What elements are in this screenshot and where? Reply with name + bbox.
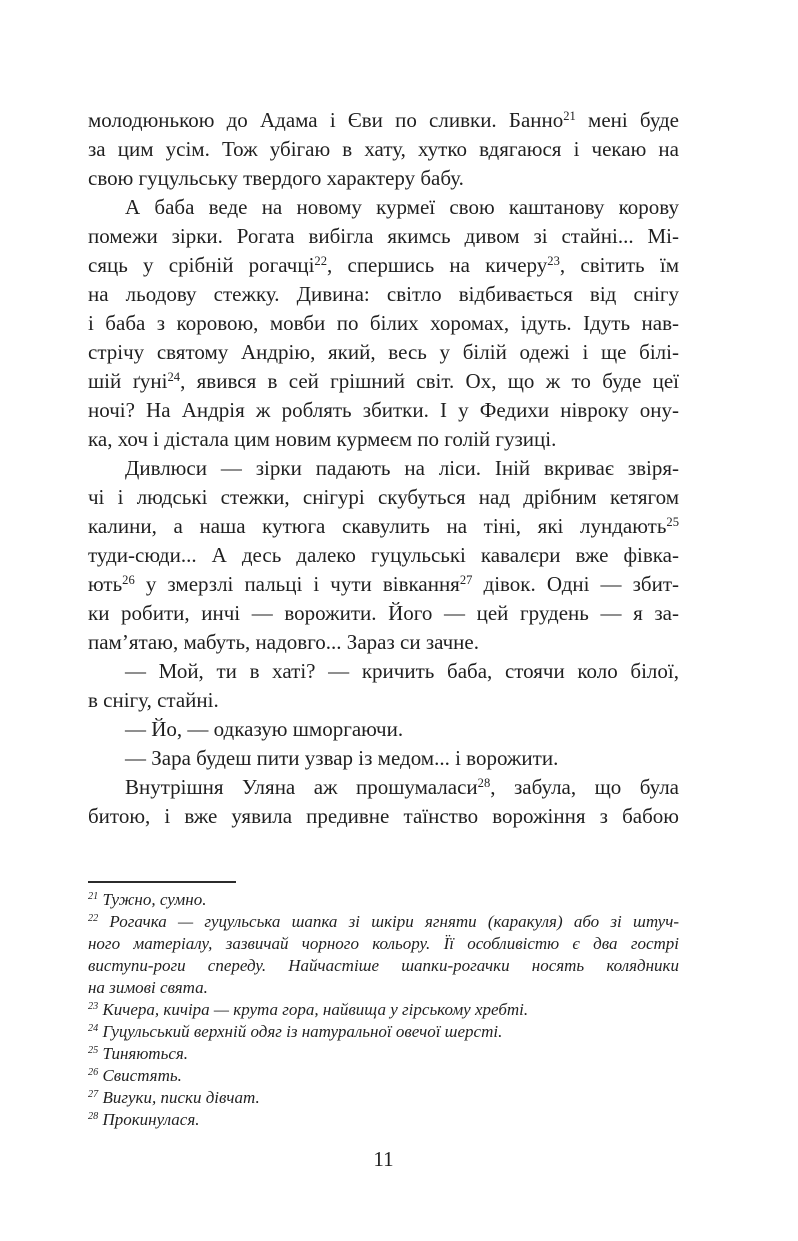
footnote bbox=[88, 1109, 679, 1131]
text-line: пам’ятаю, мабуть, надовго... Зараз си зачне. bbox=[88, 630, 479, 654]
text-line: Дивлюси — зірки падають на ліси. Іній вкриває звіря- bbox=[125, 456, 679, 480]
text-line: — Зара будеш пити узвар із медом... і ворожити. bbox=[125, 746, 559, 770]
footnote-line: $^{28}$ Прокинулася. bbox=[88, 1110, 200, 1129]
footnote-ref: 27 bbox=[459, 573, 473, 588]
footnote-line: $^{26}$ Свистять. bbox=[88, 1066, 182, 1085]
text-line: в снігу, стайні. bbox=[88, 688, 219, 712]
text-line: — Йо, — одказую шморгаючи. bbox=[125, 717, 404, 741]
footnote bbox=[88, 1087, 679, 1109]
footnote-number: 26 bbox=[88, 1067, 99, 1079]
footnote-ref: 24 bbox=[167, 370, 181, 385]
footnote-line: $^{23}$ Кичера, кичіра — крута гора, найвища у гірському хребті. bbox=[88, 1000, 529, 1019]
text-line: свою гуцульську твердого характеру бабу. bbox=[88, 166, 464, 190]
text-line: Внутрішня Уляна аж прошумаласи$^{28}$, забула, що була bbox=[125, 775, 679, 799]
text-line: і баба з коровою, мовби по білих хоромах, ідуть. Ідуть нав- bbox=[88, 311, 679, 335]
text-line: битою, і вже уявила предивне таїнство ворожіння з бабою bbox=[88, 804, 679, 828]
footnote bbox=[88, 1043, 679, 1065]
paragraph bbox=[88, 106, 679, 193]
footnote bbox=[88, 1021, 679, 1043]
footnote-line: $^{22}$ Рогачка — гуцульська шапка зі шкіри ягняти (каракуля) або зі штуч- bbox=[88, 912, 679, 931]
text-line: сяць у срібній рогачці$^{22}$, спершись на кичеру$^{23}$, світить їм bbox=[88, 253, 679, 277]
paragraph bbox=[88, 657, 679, 715]
footnote-line: $^{27}$ Вигуки, писки дівчат. bbox=[88, 1088, 260, 1107]
footnote-line: $^{24}$ Гуцульський верхній одяг із натуральної овечої шерсті. bbox=[88, 1022, 503, 1041]
footnote-number: 24 bbox=[88, 1023, 99, 1035]
footnote-number: 28 bbox=[88, 1111, 99, 1123]
text-line: на льодову стежку. Дивина: світло відбивається від снігу bbox=[88, 282, 679, 306]
footnote-separator bbox=[88, 881, 236, 883]
footnote-ref: 26 bbox=[122, 573, 135, 588]
footnote-ref: 21 bbox=[563, 109, 576, 124]
footnote-number: 27 bbox=[88, 1089, 99, 1101]
footnote-line: на зимові свята. bbox=[88, 978, 208, 997]
text-line: ночі? На Андрія ж роблять збитки. І у Федихи нівроку ону- bbox=[88, 398, 679, 422]
paragraph bbox=[88, 773, 679, 831]
text-line: ка, хоч і дістала цим новим курмеєм по голій гузиці. bbox=[88, 427, 557, 451]
text-line: стрічу святому Андрію, який, весь у білій одежі і ще білі- bbox=[88, 340, 679, 364]
text-line: калини, а наша кутюга скавулить на тіні, які лундають$^{25}$ bbox=[88, 514, 679, 538]
footnote-ref: 22 bbox=[314, 254, 327, 269]
page-body bbox=[88, 0, 679, 1173]
footnote-line: $^{25}$ Тиняються. bbox=[88, 1044, 189, 1063]
paragraph bbox=[88, 715, 679, 744]
text-line: А баба веде на новому курмеї свою каштанову корову bbox=[125, 195, 679, 219]
text-line: туди-сюди... А десь далеко гуцульські кавалєри вже фівка- bbox=[88, 543, 679, 567]
footnote bbox=[88, 1065, 679, 1087]
footnote bbox=[88, 911, 679, 999]
footnote-ref: 25 bbox=[666, 515, 679, 530]
page-number: 11 bbox=[373, 1147, 394, 1171]
footnote-number: 23 bbox=[88, 1001, 99, 1013]
text-line: чі і людські стежки, снігурі скубуться над дрібним кетягом bbox=[88, 485, 679, 509]
footnote-number: 22 bbox=[88, 913, 99, 925]
text-line: молодюнькою до Адама і Єви по сливки. Банно$^{21}$ мені буде bbox=[88, 108, 680, 132]
footnote-ref: 28 bbox=[477, 776, 491, 791]
footnote-line: $^{21}$ Тужно, сумно. bbox=[88, 890, 207, 909]
footnote-ref: 23 bbox=[547, 254, 560, 269]
footnote bbox=[88, 999, 679, 1021]
text-line: шій ґуні$^{24}$, явився в сей грішний світ. Ох, що ж то буде цеї bbox=[88, 369, 679, 393]
text-line: ки робити, инчі — ворожити. Його — цей грудень — я за- bbox=[88, 601, 679, 625]
paragraph bbox=[88, 193, 679, 454]
footnote-line: ного матеріалу, зазвичай чорного кольору. Її особливістю є два гострі bbox=[88, 934, 679, 953]
text-line: ють$^{26}$ у змерзлі пальці і чути вівкання$^{27}$ дівок. Одні — збит- bbox=[88, 572, 679, 596]
paragraph bbox=[88, 744, 679, 773]
text-line: помежи зірки. Рогата вибігла якимсь дивом зі стайні... Мі- bbox=[88, 224, 679, 248]
text-line: — Мой, ти в хаті? — кричить баба, стоячи коло білої, bbox=[125, 659, 679, 683]
footnote-number: 21 bbox=[88, 891, 99, 903]
footnote-number: 25 bbox=[88, 1045, 99, 1057]
footnote bbox=[88, 889, 679, 911]
paragraph bbox=[88, 454, 679, 657]
text-line: за цим усім. Тож убігаю в хату, хутко вдягаюся і чекаю на bbox=[88, 137, 679, 161]
footnote-line: виступи-роги спереду. Найчастіше шапки-рогачки носять колядники bbox=[88, 956, 679, 975]
body-text bbox=[88, 106, 679, 831]
footnotes bbox=[88, 889, 679, 1131]
